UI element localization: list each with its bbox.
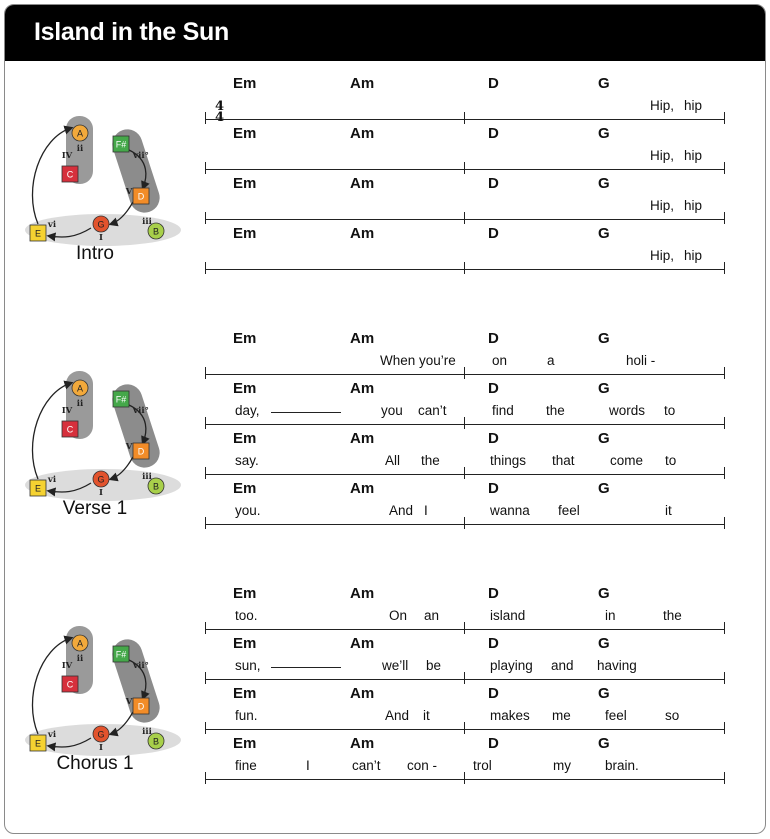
chord-node-label: B xyxy=(152,481,160,492)
song-title: Island in the Sun xyxy=(34,18,229,46)
chord-node-label: D xyxy=(137,446,145,457)
roman-numeral-label: ii xyxy=(76,144,84,154)
chord-symbol: D xyxy=(488,480,499,497)
barline-tick xyxy=(724,417,725,429)
chord-symbol: Em xyxy=(233,430,257,447)
barline-tick xyxy=(724,262,725,274)
roman-numeral-label: vii° xyxy=(133,406,149,416)
bar-line xyxy=(205,424,725,425)
lyric-word: can’t xyxy=(352,758,381,773)
section-chorus-1 xyxy=(5,585,765,834)
roman-numeral-label: I xyxy=(99,743,103,753)
lyric-word: you. xyxy=(235,503,261,518)
section-label: Chorus 1 xyxy=(56,753,134,774)
bar-line xyxy=(205,524,725,525)
roman-numeral-label: iii xyxy=(142,472,152,482)
lyric-word: makes xyxy=(490,708,530,723)
barline-tick xyxy=(205,417,206,429)
chord-symbol: D xyxy=(488,175,499,192)
chord-node-label: F# xyxy=(115,394,127,405)
chord-symbol: G xyxy=(598,380,610,397)
lyric-word: fun. xyxy=(235,708,258,723)
section-verse-1 xyxy=(5,330,765,590)
lyric-word: Hip, xyxy=(650,248,675,263)
barline-tick xyxy=(724,112,725,124)
roman-numeral-label: IV xyxy=(61,661,73,671)
chord-symbol: Em xyxy=(233,330,257,347)
bar-line xyxy=(205,269,725,270)
lyric-word: we’ll xyxy=(382,658,409,673)
lyric-word: and xyxy=(551,658,574,673)
barline-tick xyxy=(724,622,725,634)
staff-line xyxy=(205,225,725,285)
barline-tick xyxy=(205,262,206,274)
chord-symbol: D xyxy=(488,735,499,752)
staff-line xyxy=(205,685,725,745)
lyric-word: day, xyxy=(235,403,260,418)
chord-symbol: Am xyxy=(350,225,375,242)
chord-node-label: E xyxy=(34,738,42,749)
chord-node-label: C xyxy=(66,424,74,435)
chord-symbol: Am xyxy=(350,75,375,92)
chord-symbol: Am xyxy=(350,175,375,192)
lyric-word: having xyxy=(597,658,637,673)
chord-node-label: A xyxy=(76,128,84,139)
lyric-word: the xyxy=(663,608,682,623)
chord-symbol: Am xyxy=(350,635,375,652)
chord-node-label: B xyxy=(152,226,160,237)
lyric-word: Hip, xyxy=(650,198,675,213)
lyric-word: hip xyxy=(684,248,703,263)
chord-symbol: Em xyxy=(233,735,257,752)
bar-line xyxy=(205,474,725,475)
barline-tick xyxy=(464,672,465,684)
lead-sheet xyxy=(4,4,766,834)
chord-symbol: D xyxy=(488,685,499,702)
barline-tick xyxy=(724,772,725,784)
barline-tick xyxy=(464,262,465,274)
chord-node-label: A xyxy=(76,383,84,394)
barline-tick xyxy=(205,622,206,634)
chord-symbol: Em xyxy=(233,635,257,652)
lyric-word: the xyxy=(546,403,565,418)
staff-line xyxy=(205,430,725,490)
lyric-word: I xyxy=(424,503,428,518)
barline-tick xyxy=(464,112,465,124)
chord-symbol: G xyxy=(598,175,610,192)
lyric-word: hip xyxy=(684,198,703,213)
chord-symbol: D xyxy=(488,75,499,92)
roman-numeral-label: iii xyxy=(142,217,152,227)
lyric-word: Hip, xyxy=(650,148,675,163)
chord-node-label: C xyxy=(66,679,74,690)
lyric-word: feel xyxy=(558,503,580,518)
lyric-word: When you’re xyxy=(380,353,456,368)
chord-node-label: D xyxy=(137,191,145,202)
chord-symbol: D xyxy=(488,225,499,242)
bar-line xyxy=(205,219,725,220)
chord-symbol: G xyxy=(598,480,610,497)
chord-symbol: D xyxy=(488,380,499,397)
lyric-word: fine xyxy=(235,758,257,773)
chord-node-label: D xyxy=(137,701,145,712)
bar-line xyxy=(205,779,725,780)
section-intro xyxy=(5,75,765,335)
roman-numeral-label: iii xyxy=(142,727,152,737)
lyric-word: sun, xyxy=(235,658,261,673)
bar-line xyxy=(205,374,725,375)
barline-tick xyxy=(464,622,465,634)
roman-numeral-label: vi xyxy=(47,220,57,230)
lyric-word: you xyxy=(381,403,403,418)
roman-numeral-label: V xyxy=(125,442,133,452)
staff-line xyxy=(205,75,725,135)
staff-line xyxy=(205,585,725,645)
chord-symbol: Em xyxy=(233,125,257,142)
chord-node-label: E xyxy=(34,228,42,239)
chord-symbol: Em xyxy=(233,380,257,397)
lyric-word: On xyxy=(389,608,408,623)
chord-symbol: G xyxy=(598,585,610,602)
bar-line xyxy=(205,169,725,170)
staff-line xyxy=(205,735,725,795)
roman-numeral-label: V xyxy=(125,187,133,197)
lyric-word: to xyxy=(664,403,676,418)
time-signature xyxy=(215,101,224,123)
melisma-line xyxy=(271,667,341,668)
barline-tick xyxy=(205,367,206,379)
barline-tick xyxy=(724,162,725,174)
lyric-word: island xyxy=(490,608,526,623)
barline-tick xyxy=(724,672,725,684)
lyric-word: in xyxy=(605,608,616,623)
section-label: Verse 1 xyxy=(62,498,128,519)
lyric-word: on xyxy=(492,353,508,368)
lyric-word: to xyxy=(665,453,677,468)
chord-symbol: D xyxy=(488,430,499,447)
chord-symbol: G xyxy=(598,735,610,752)
time-signature-bottom: 4 xyxy=(215,110,225,125)
barline-tick xyxy=(464,367,465,379)
barline-tick xyxy=(205,162,206,174)
barline-tick xyxy=(724,367,725,379)
barline-tick xyxy=(205,722,206,734)
bar-line xyxy=(205,119,725,120)
lyric-word: say. xyxy=(235,453,259,468)
roman-numeral-label: vii° xyxy=(133,661,149,671)
lyric-word: be xyxy=(426,658,442,673)
lyric-word: my xyxy=(553,758,571,773)
lyric-word: me xyxy=(552,708,571,723)
barline-tick xyxy=(464,212,465,224)
lyric-word: so xyxy=(665,708,680,723)
lyric-word: an xyxy=(424,608,440,623)
barline-tick xyxy=(464,772,465,784)
barline-tick xyxy=(464,162,465,174)
lyric-word: And xyxy=(385,708,410,723)
chord-symbol: Em xyxy=(233,225,257,242)
lyric-word: playing xyxy=(490,658,533,673)
chord-symbol: G xyxy=(598,430,610,447)
roman-numeral-label: ii xyxy=(76,654,84,664)
lyric-word: Hip, xyxy=(650,98,675,113)
barline-tick xyxy=(205,112,206,124)
lyric-word: words xyxy=(609,403,646,418)
lyric-word: hip xyxy=(684,148,703,163)
barline-tick xyxy=(464,517,465,529)
chord-node-label: G xyxy=(97,474,105,485)
chord-symbol: Em xyxy=(233,480,257,497)
chord-symbol: Em xyxy=(233,685,257,702)
roman-numeral-label: I xyxy=(99,488,103,498)
barline-tick xyxy=(205,467,206,479)
bar-line xyxy=(205,629,725,630)
chord-node-label: G xyxy=(97,729,105,740)
barline-tick xyxy=(205,517,206,529)
lyric-word: I xyxy=(306,758,310,773)
chord-symbol: D xyxy=(488,585,499,602)
chord-symbol: G xyxy=(598,75,610,92)
lyric-word: that xyxy=(552,453,575,468)
lyric-word: con - xyxy=(407,758,438,773)
roman-numeral-label: IV xyxy=(61,151,73,161)
chord-node-label: G xyxy=(97,219,105,230)
staff-line xyxy=(205,480,725,540)
roman-numeral-label: IV xyxy=(61,406,73,416)
barline-tick xyxy=(724,722,725,734)
lyric-word: the xyxy=(421,453,440,468)
lyric-word: find xyxy=(492,403,514,418)
staff-line xyxy=(205,635,725,695)
roman-numeral-label: I xyxy=(99,233,103,243)
section-label: Intro xyxy=(75,243,115,264)
lyric-word: trol xyxy=(473,758,492,773)
chord-symbol: Am xyxy=(350,380,375,397)
chord-symbol: G xyxy=(598,685,610,702)
lyric-word: wanna xyxy=(490,503,530,518)
chord-node-label: F# xyxy=(115,649,127,660)
bar-line xyxy=(205,729,725,730)
chord-node-label: B xyxy=(152,736,160,747)
lyric-word: brain. xyxy=(605,758,639,773)
barline-tick xyxy=(464,722,465,734)
lyric-word: hip xyxy=(684,98,703,113)
chord-symbol: G xyxy=(598,635,610,652)
time-signature-top: 4 xyxy=(215,99,225,114)
roman-numeral-label: ii xyxy=(76,399,84,409)
bar-line xyxy=(205,679,725,680)
chord-node-label: F# xyxy=(115,139,127,150)
chord-node-label: E xyxy=(34,483,42,494)
chord-symbol: D xyxy=(488,330,499,347)
melisma-line xyxy=(271,412,341,413)
lyric-word: can’t xyxy=(418,403,447,418)
staff-line xyxy=(205,380,725,440)
barline-tick xyxy=(205,772,206,784)
lyric-word: And xyxy=(389,503,414,518)
chord-symbol: G xyxy=(598,225,610,242)
staff-line xyxy=(205,125,725,185)
chord-symbol: Am xyxy=(350,125,375,142)
chord-node-label: C xyxy=(66,169,74,180)
chord-symbol: G xyxy=(598,125,610,142)
roman-numeral-label: V xyxy=(125,697,133,707)
chord-node-label: A xyxy=(76,638,84,649)
barline-tick xyxy=(205,672,206,684)
staff-line xyxy=(205,175,725,235)
lyric-word: it xyxy=(423,708,430,723)
chord-symbol: D xyxy=(488,635,499,652)
lyric-word: All xyxy=(385,453,401,468)
chord-symbol: Am xyxy=(350,480,375,497)
barline-tick xyxy=(464,417,465,429)
barline-tick xyxy=(724,212,725,224)
barline-tick xyxy=(724,517,725,529)
lyric-word: come xyxy=(610,453,644,468)
barline-tick xyxy=(464,467,465,479)
chord-symbol: Em xyxy=(233,175,257,192)
roman-numeral-label: vi xyxy=(47,730,57,740)
lyric-word: a xyxy=(547,353,555,368)
staff-line xyxy=(205,330,725,390)
lyric-word: feel xyxy=(605,708,627,723)
chord-symbol: Am xyxy=(350,735,375,752)
lyric-word: it xyxy=(665,503,672,518)
title-bar xyxy=(5,5,765,61)
lyric-word: things xyxy=(490,453,527,468)
lyric-word: too. xyxy=(235,608,258,623)
barline-tick xyxy=(724,467,725,479)
chord-symbol: D xyxy=(488,125,499,142)
lyric-word: holi - xyxy=(626,353,656,368)
chord-symbol: Am xyxy=(350,330,375,347)
roman-numeral-label: vi xyxy=(47,475,57,485)
roman-numeral-label: vii° xyxy=(133,151,149,161)
chord-symbol: Em xyxy=(233,585,257,602)
chord-symbol: Em xyxy=(233,75,257,92)
chord-symbol: Am xyxy=(350,430,375,447)
chord-symbol: G xyxy=(598,330,610,347)
chord-symbol: Am xyxy=(350,685,375,702)
chord-symbol: Am xyxy=(350,585,375,602)
barline-tick xyxy=(205,212,206,224)
